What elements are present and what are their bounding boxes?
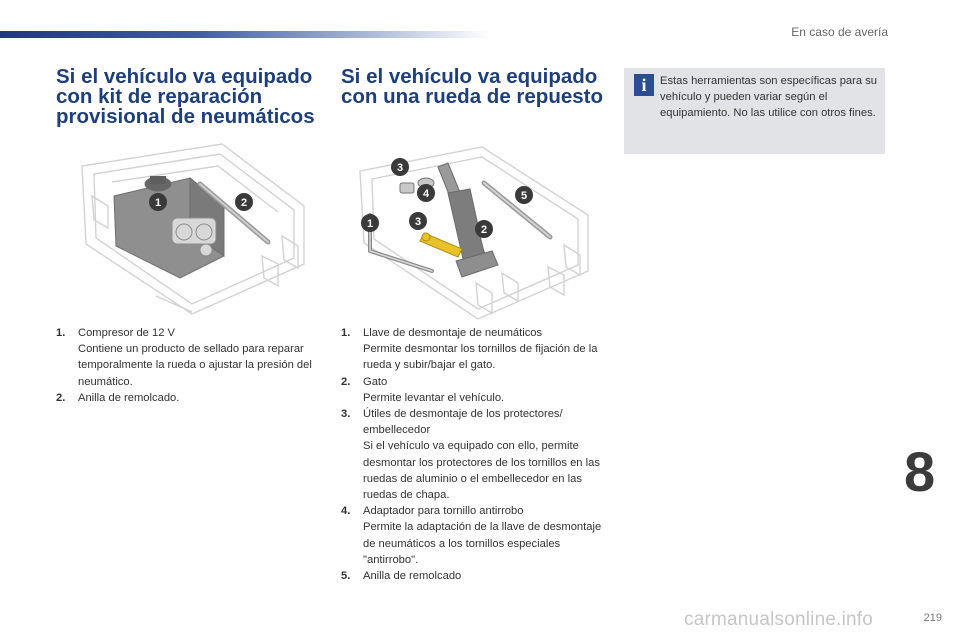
list-item	[341, 568, 603, 584]
callout-3-top	[391, 158, 409, 176]
callout-5	[515, 186, 533, 204]
item-title: Anilla de remolcado	[363, 570, 462, 583]
list-item	[341, 325, 603, 374]
callout-4	[417, 184, 435, 202]
spare-wheel-tools-list	[341, 325, 603, 584]
item-title: Gato	[363, 375, 388, 388]
callout-2	[235, 193, 253, 211]
section-title: En caso de avería	[791, 25, 888, 39]
svg-text:1: 1	[366, 218, 374, 230]
item-title: Compresor de 12 V	[78, 327, 176, 339]
repair-kit-illustration	[72, 136, 312, 316]
svg-text:3: 3	[396, 162, 404, 174]
item-description: Permite levantar el vehículo.	[363, 391, 505, 404]
callout-1	[361, 214, 379, 232]
svg-text:4: 4	[422, 188, 430, 200]
info-icon: i	[634, 74, 654, 96]
heading-spare-wheel: Si el vehículo va equipado con una rueda de repuesto	[341, 65, 603, 108]
repair-kit-list	[56, 325, 324, 406]
item-number: 1.	[56, 327, 66, 339]
watermark: carmanualsonline.info	[684, 609, 874, 630]
callout-1	[149, 193, 167, 211]
list-item	[56, 390, 324, 406]
svg-text:5: 5	[520, 190, 528, 202]
list-item	[56, 325, 324, 390]
svg-text:2: 2	[240, 197, 248, 209]
list-item	[341, 503, 603, 568]
chapter-number: 8	[904, 440, 936, 503]
page-number: 219	[923, 612, 942, 624]
item-number: 5.	[341, 570, 351, 583]
item-title: Útiles de desmontaje de los protectores/ embellecedor	[363, 408, 563, 437]
info-box	[624, 68, 885, 154]
svg-text:1: 1	[154, 197, 162, 209]
item-number: 2.	[341, 375, 351, 388]
item-description: Permite la adaptación de la llave de desmontaje de neumáticos a los tornillos especiales "antirrobo".	[363, 521, 602, 566]
item-description: Permite desmontar los tornillos de fijación de la rueda y subir/bajar el gato.	[363, 343, 598, 372]
svg-text:3: 3	[414, 216, 422, 228]
item-number: 2.	[56, 391, 66, 404]
spare-wheel-tools-illustration	[352, 143, 592, 321]
item-title: Adaptador para tornillo antirrobo	[363, 505, 524, 518]
item-title: Llave de desmontaje de neumáticos	[363, 327, 543, 339]
item-number: 4.	[341, 505, 351, 518]
info-text: Estas herramientas son específicas para su vehículo y pueden variar según el equipamiento. No las utilice con otros fines.	[660, 75, 878, 119]
list-item	[341, 374, 603, 406]
svg-text:2: 2	[480, 224, 488, 236]
callout-3-bottom	[409, 212, 427, 230]
header-bar	[0, 31, 490, 38]
item-description: Si el vehículo va equipado con ello, permite desmontar los protectores de los tornillos en las ruedas de aluminio o el embellecedor en las ruedas de chapa.	[363, 440, 600, 502]
item-number: 1.	[341, 327, 351, 339]
item-title: Anilla de remolcado.	[78, 391, 180, 404]
item-description: Contiene un producto de sellado para reparar temporalmente la rueda o ajustar la presión del neumático.	[78, 343, 312, 388]
list-item	[341, 406, 603, 503]
item-number: 3.	[341, 408, 351, 421]
callout-2	[475, 220, 493, 238]
heading-repair-kit: Si el vehículo va equipado con kit de reparación provisional de neumáticos	[56, 65, 315, 128]
